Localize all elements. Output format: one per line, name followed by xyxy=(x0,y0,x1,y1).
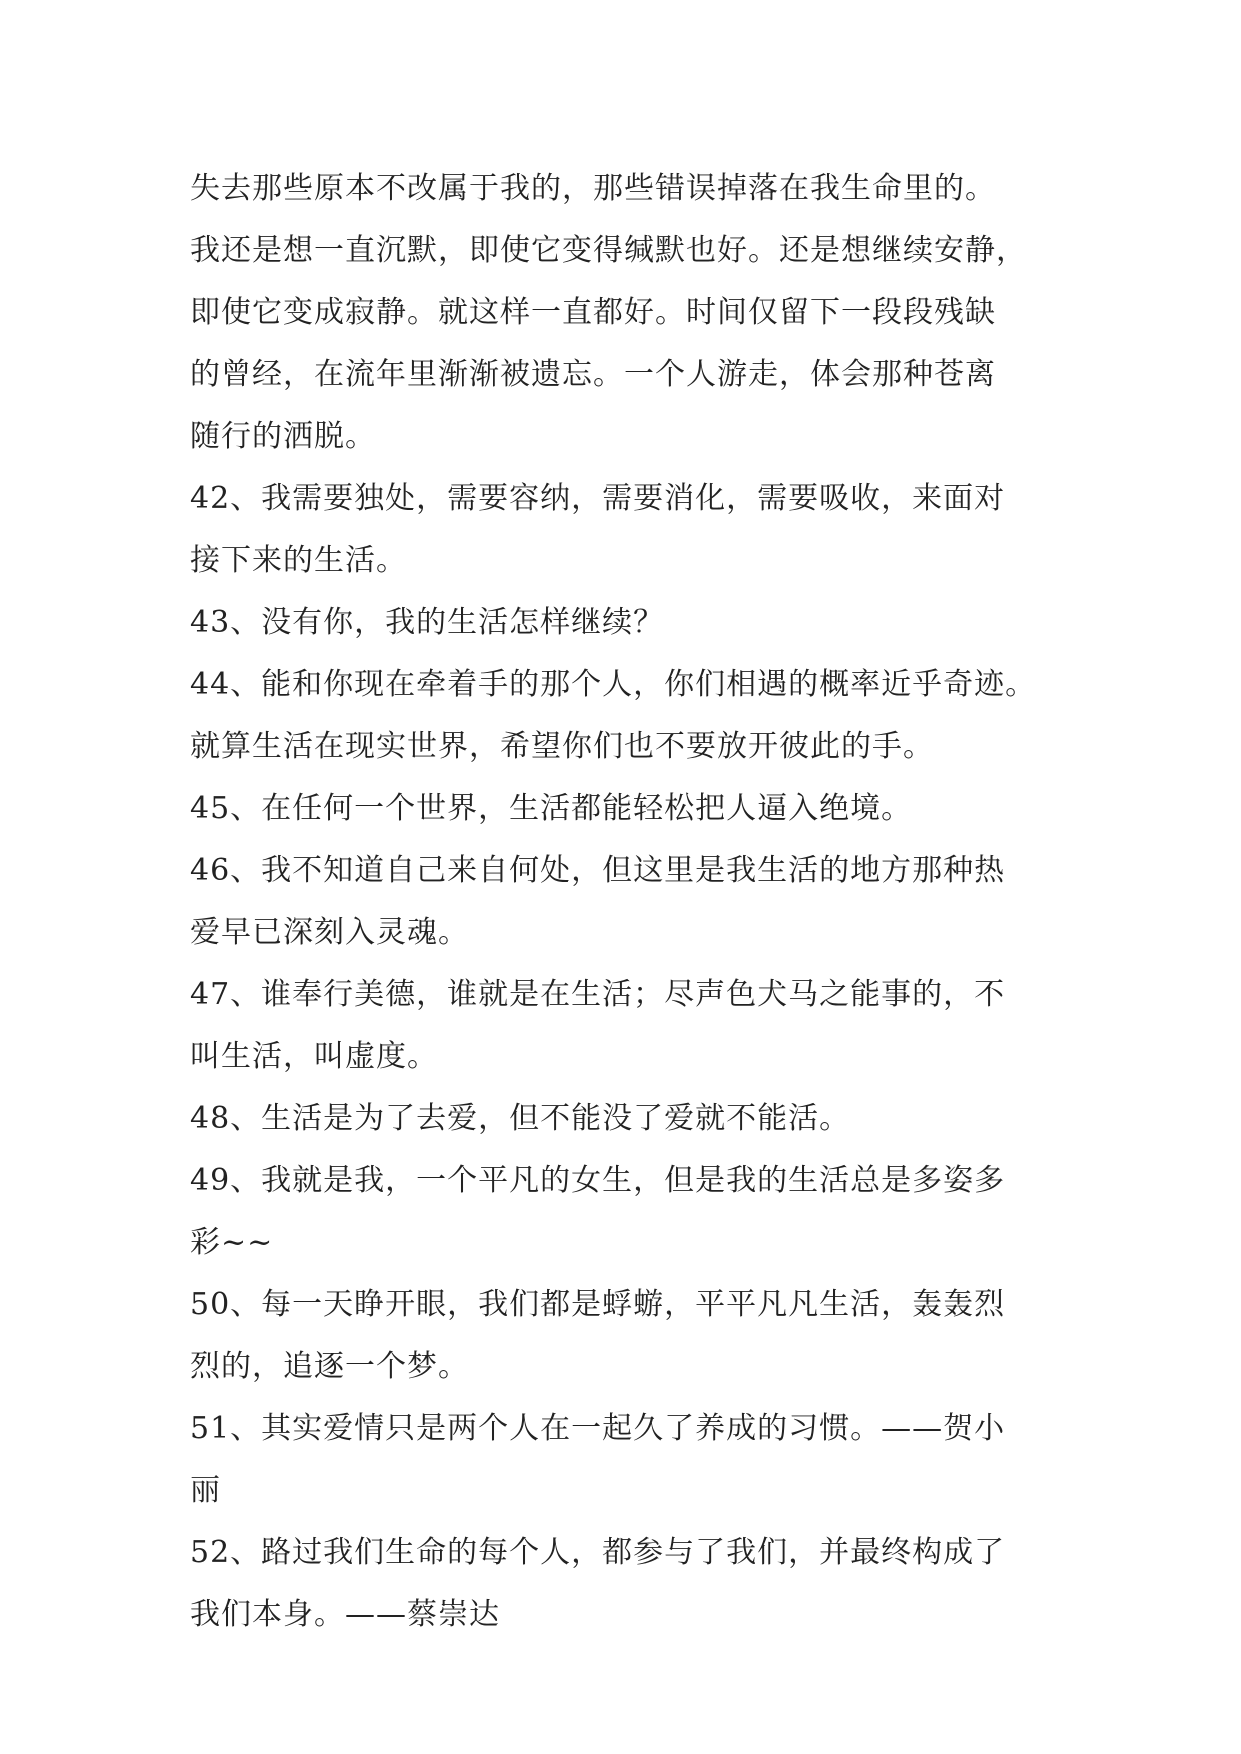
text-line: 即使它变成寂静。就这样一直都好。时间仅留下一段段残缺 xyxy=(190,295,996,330)
text-line: 叫生活，叫虚度。 xyxy=(190,1039,438,1074)
text-line: 45、在任何一个世界，生活都能轻松把人逼入绝境。 xyxy=(190,791,913,826)
text-line: 我们本身。——蔡崇达 xyxy=(190,1597,500,1632)
text-line: 44、能和你现在牵着手的那个人，你们相遇的概率近乎奇迹。 xyxy=(190,667,1037,702)
text-line: 随行的洒脱。 xyxy=(190,419,376,454)
text-line: 46、我不知道自己来自何处，但这里是我生活的地方那种热 xyxy=(190,853,1006,888)
text-line: 52、路过我们生命的每个人，都参与了我们，并最终构成了 xyxy=(190,1535,1006,1570)
text-line: 的曾经，在流年里渐渐被遗忘。一个人游走，体会那种苍离 xyxy=(190,357,996,392)
text-line: 48、生活是为了去爱，但不能没了爱就不能活。 xyxy=(190,1101,851,1136)
text-line: 我还是想一直沉默，即使它变得缄默也好。还是想继续安静， xyxy=(190,233,1027,268)
text-line: 接下来的生活。 xyxy=(190,543,407,578)
text-line: 失去那些原本不改属于我的，那些错误掉落在我生命里的。 xyxy=(190,171,996,206)
text-line: 51、其实爱情只是两个人在一起久了养成的习惯。——贺小 xyxy=(190,1411,1006,1446)
text-line: 爱早已深刻入灵魂。 xyxy=(190,915,469,950)
document-body xyxy=(190,158,1090,1646)
text-line: 47、谁奉行美德，谁就是在生活；尽声色犬马之能事的，不 xyxy=(190,977,1006,1012)
text-line: 丽 xyxy=(190,1473,221,1508)
text-line: 43、没有你，我的生活怎样继续？ xyxy=(190,605,665,640)
text-line: 就算生活在现实世界，希望你们也不要放开彼此的手。 xyxy=(190,729,934,764)
text-line: 彩~~ xyxy=(190,1225,274,1260)
text-line: 50、每一天睁开眼，我们都是蜉蝣，平平凡凡生活，轰轰烈 xyxy=(190,1287,1006,1322)
text-line: 烈的，追逐一个梦。 xyxy=(190,1349,469,1384)
text-line: 42、我需要独处，需要容纳，需要消化，需要吸收，来面对 xyxy=(190,481,1006,516)
text-line: 49、我就是我，一个平凡的女生，但是我的生活总是多姿多 xyxy=(190,1163,1006,1198)
